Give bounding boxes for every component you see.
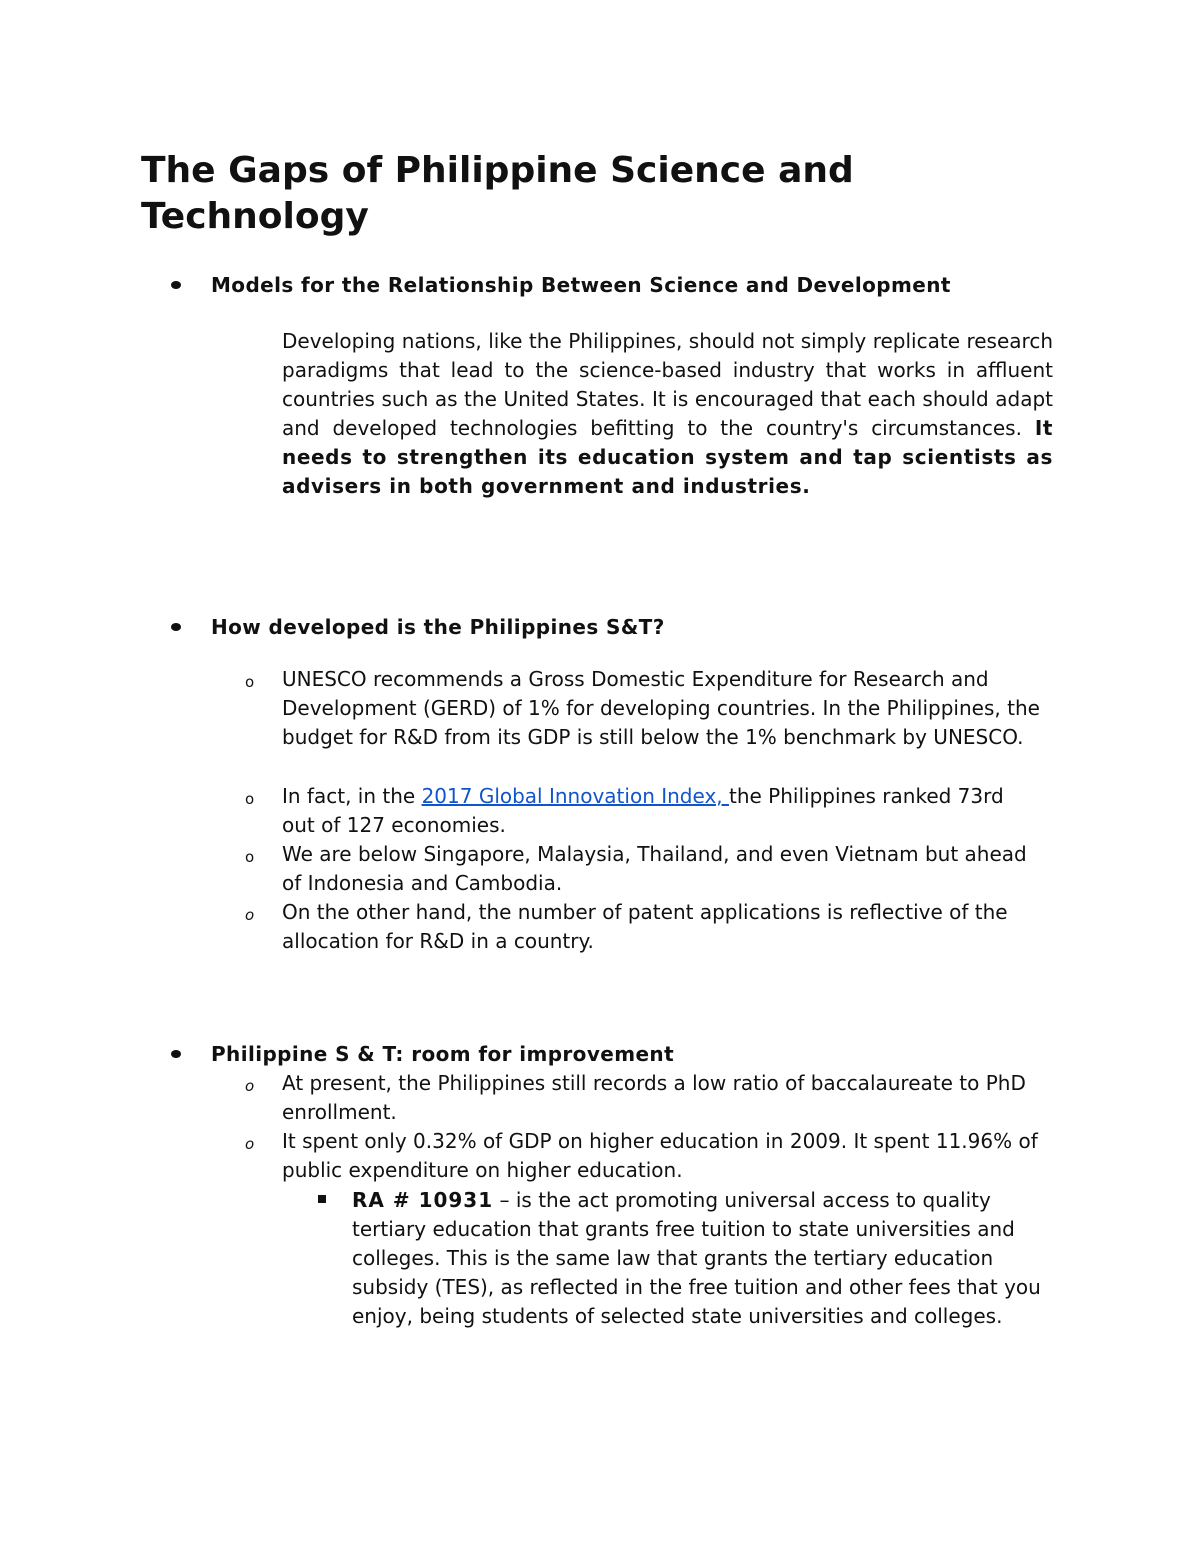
circle-bullet-icon: o bbox=[245, 1077, 255, 1095]
list-item-text: On the other hand, the number of patent applications is reflective of the allocation for R&D in a country. bbox=[282, 900, 1008, 953]
paragraph-bold-text: It needs to strengthen its education system and tap scientists as advisers in both government and industries. bbox=[282, 416, 1054, 498]
bullet-dot-icon bbox=[171, 623, 181, 631]
section-heading-label: Philippine S & T: room for improvement bbox=[211, 1042, 675, 1066]
bullet-dot-icon bbox=[171, 1050, 181, 1058]
nested-list-item-text bbox=[352, 1186, 1052, 1331]
list-item-text bbox=[282, 782, 1042, 840]
ra-description: – is the act promoting universal access to quality tertiary education that grants free tuition to state universities and colleges. This is the same law that grants the tertiary education subsidy (TES), as reflected in the free tuition and other fees that you enjoy, being students of selected state universities and colleges. bbox=[352, 1188, 1041, 1328]
circle-bullet-icon: o bbox=[245, 906, 255, 924]
bullet-dot-icon bbox=[171, 281, 181, 289]
list-item-text: We are below Singapore, Malaysia, Thailand, and even Vietnam but ahead of Indonesia and Cambodia. bbox=[282, 842, 1027, 895]
list-item-text: It spent only 0.32% of GDP on higher education in 2009. It spent 11.96% of public expenditure on higher education. bbox=[282, 1129, 1038, 1182]
section-heading-label: How developed is the Philippines S&T? bbox=[211, 615, 665, 639]
list-item-text: UNESCO recommends a Gross Domestic Expenditure for Research and Development (GERD) of 1% for developing countries. In the Philippines, the budget for R&D from its GDP is still below the 1% benchmark by UNESCO. bbox=[282, 667, 1040, 749]
square-bullet-icon bbox=[318, 1195, 326, 1203]
circle-bullet-icon: o bbox=[245, 790, 255, 808]
circle-bullet-icon: o bbox=[245, 848, 255, 866]
list-item-text: At present, the Philippines still records a low ratio of baccalaureate to PhD enrollment. bbox=[282, 1071, 1026, 1124]
ra-number: RA # 10931 bbox=[352, 1188, 494, 1212]
document-title: The Gaps of Philippine Science and Technology bbox=[141, 150, 854, 237]
list-item-text-before: In fact, in the bbox=[282, 784, 422, 808]
paragraph-text: Developing nations, like the Philippines, should not simply replicate research paradigms that lead to the science-based industry that works in affluent countries such as the United States. It is encouraged that each should adapt and developed technologies befitting to the country's circumstances. bbox=[282, 329, 1053, 440]
section-heading-label: Models for the Relationship Between Science and Development bbox=[211, 273, 951, 297]
global-innovation-index-link[interactable]: 2017 Global Innovation Index, bbox=[421, 784, 729, 808]
circle-bullet-icon: o bbox=[245, 1135, 255, 1153]
list-item-text-after: the Philippines ranked 73rd out of 127 economies. bbox=[282, 784, 1004, 837]
section-paragraph-models bbox=[282, 327, 1053, 501]
circle-bullet-icon: o bbox=[245, 673, 255, 691]
